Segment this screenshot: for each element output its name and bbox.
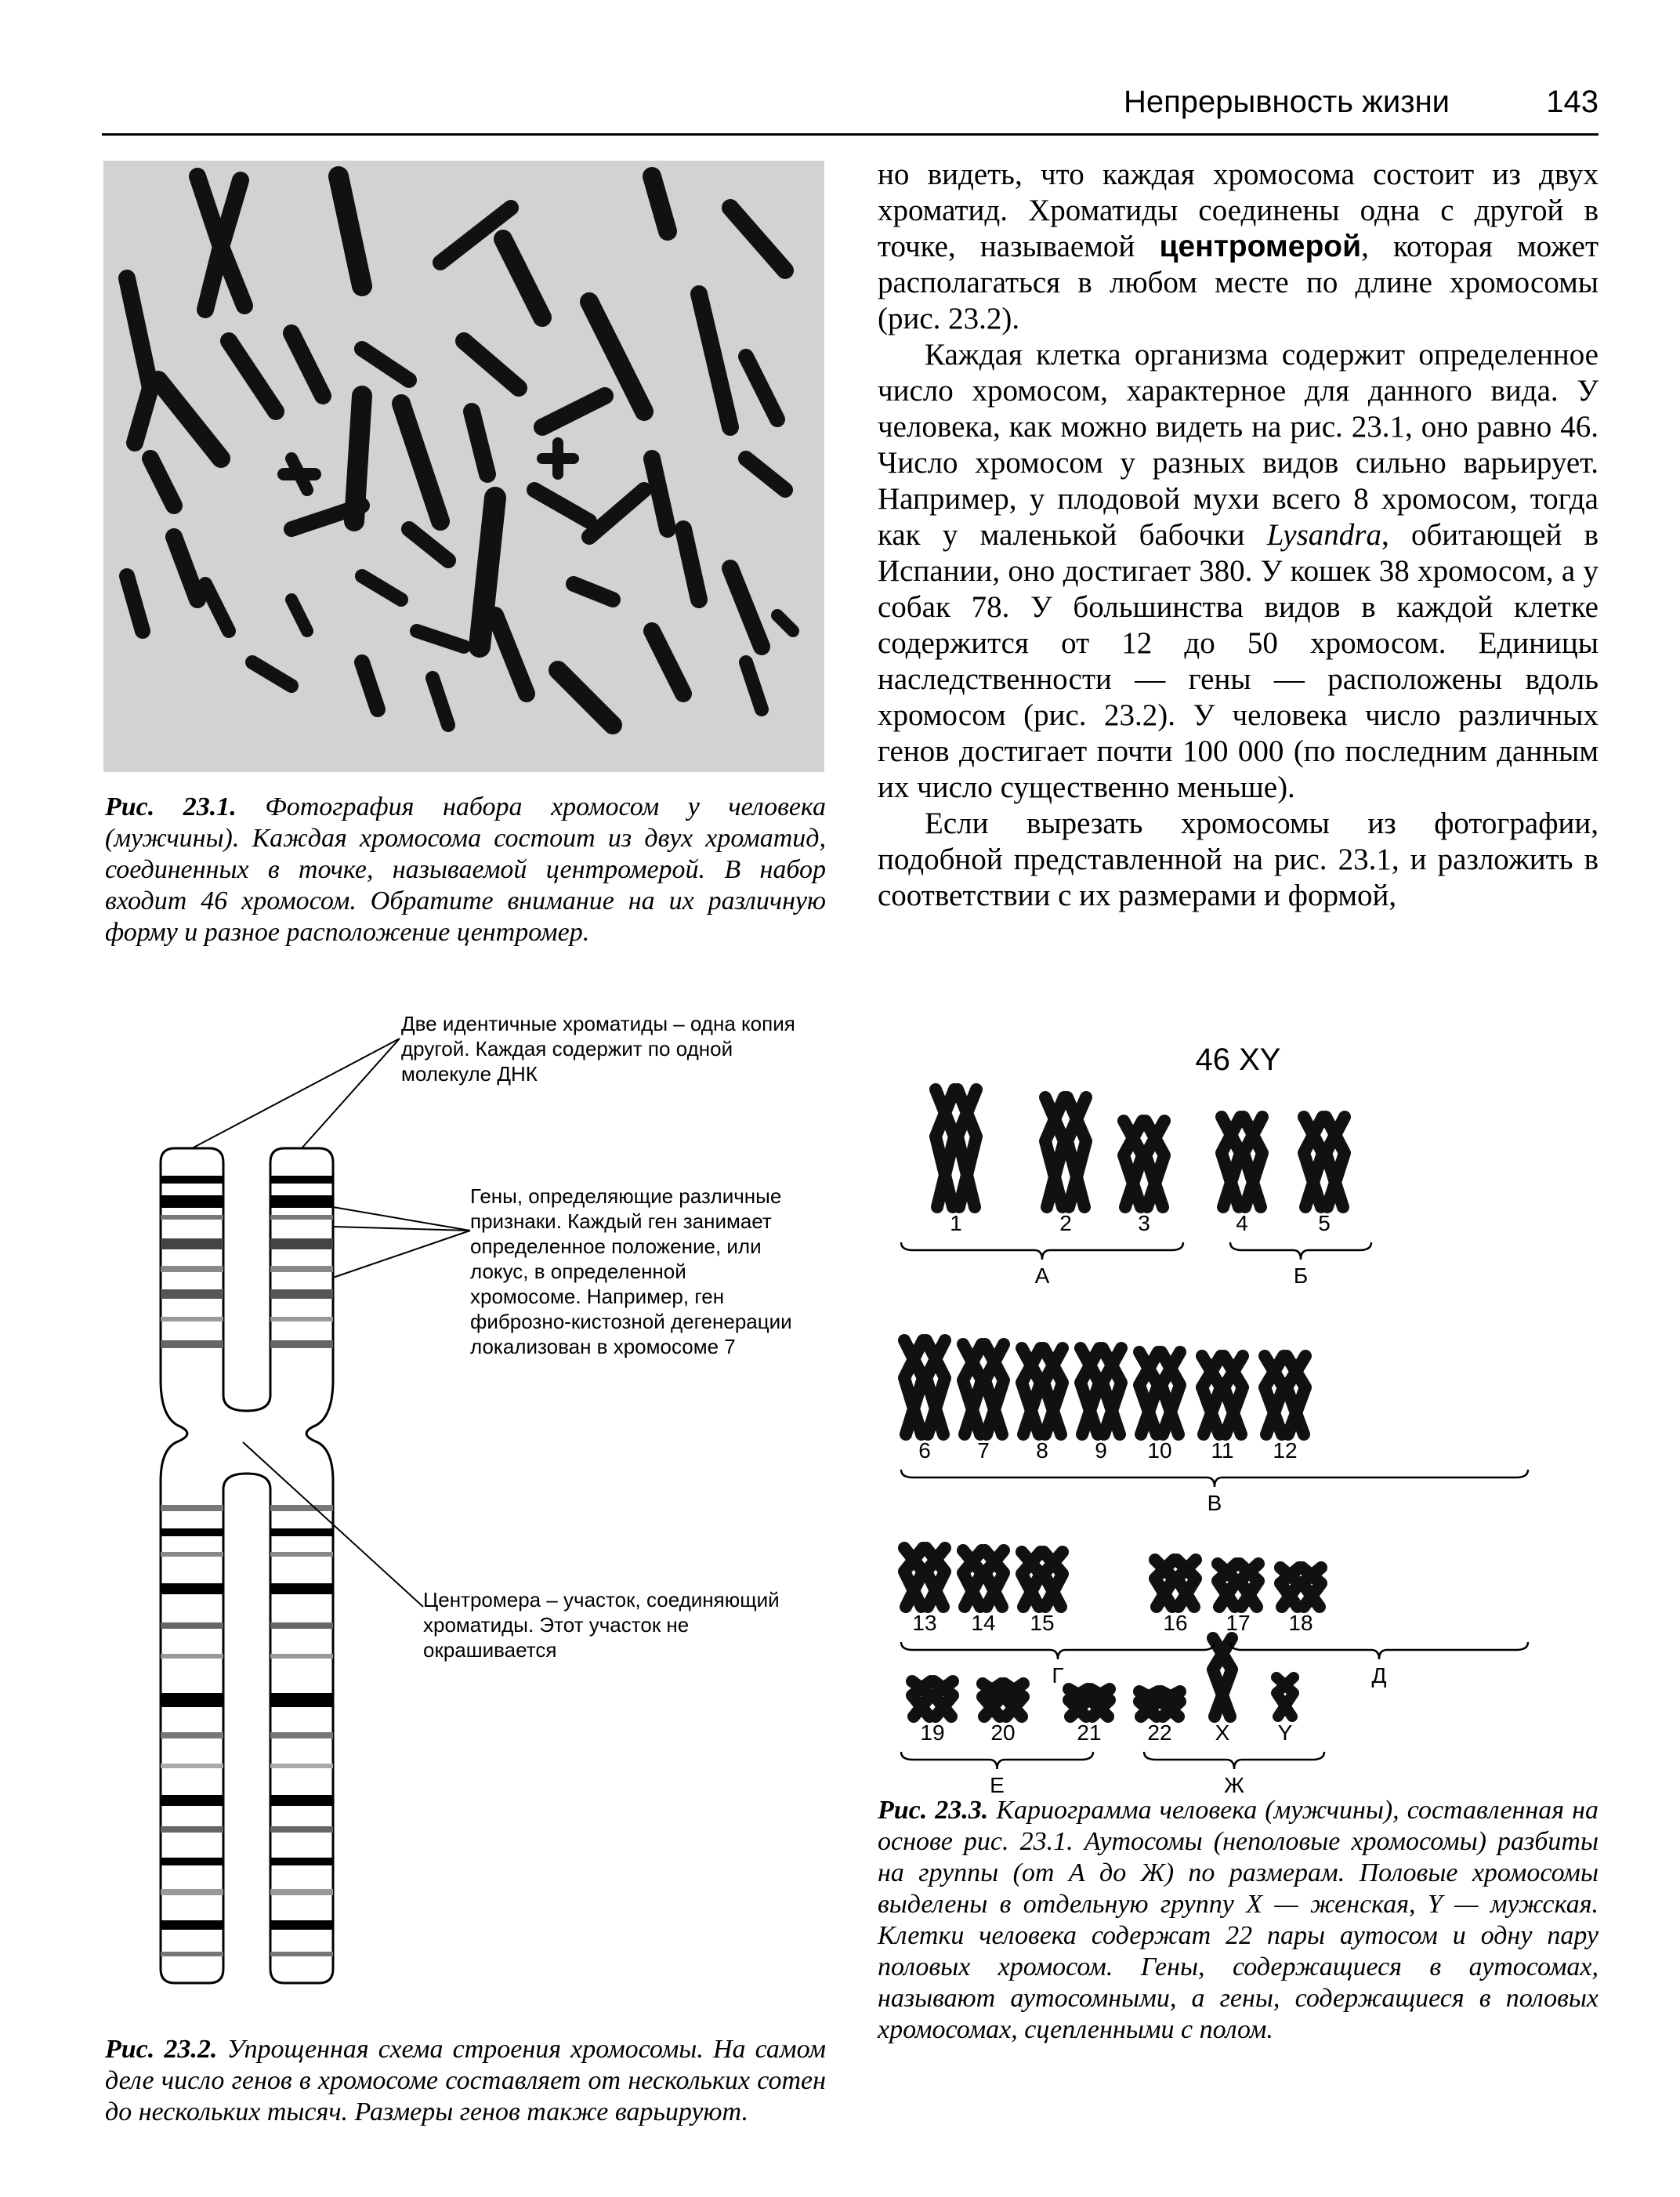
species-name: Lysandra [1266, 518, 1381, 552]
chromosome-diagram-svg [102, 1003, 854, 1999]
figure2-caption-text: Упрощенная схема строения хромосомы. На самом деле число генов в хромосоме составляет от нескольких сотен до нескольких тысяч. Размеры генов также варьируют. [105, 2035, 826, 2126]
group-brace-А [901, 1242, 1183, 1260]
figure3-caption-text: Кариограмма человека (мужчины), составленная на основе рис. 23.1. Аутосомы (неполовые хромосомы) разбиты на группы (от А до Ж) по размерам. Половые хромосомы выделены в отдельную группу X — женская, Y — мужская. Клетки человека содержат 22 пары аутосом и одну пару половых хромосом. Гены, содержащиеся в аутосомах, называют аутосомными, а гены, содержащиеся в половых хромосомах, сцепленными с полом. [878, 1796, 1599, 2044]
chromosome-number-17: 17 [1226, 1611, 1251, 1635]
chromosome-photo [103, 161, 824, 772]
paragraph-2-start: Каждая клетка организма содержит определенное число хромосом, характерное для данного вида. У человека, как можно видеть на рис. 23.1, оно равно 46. Число хромосом у разных видов сильно варьирует. Например, у плодовой мухи всего 8 хромосом, тогда как у маленькой бабочки [878, 338, 1599, 552]
header-title: Непрерывность жизни [1123, 85, 1450, 119]
figure3-caption-label: Рис. 23.3. [878, 1796, 989, 1825]
chromosome-pair-19 [912, 1681, 953, 1717]
chromosome-diagram [102, 1003, 854, 1999]
group-brace-Б [1230, 1242, 1371, 1260]
page-number: 143 [1546, 85, 1599, 119]
term-centromere: центромерой [1159, 230, 1362, 263]
chromosome-number-5: 5 [1318, 1211, 1331, 1235]
main-text-column [878, 157, 1599, 914]
paragraph-3: Если вырезать хромосомы из фотографии, подобной представленной на рис. 23.1, и разложить в соответствии с их размерами и формой, [878, 807, 1599, 912]
chromosome-number-10: 10 [1147, 1438, 1172, 1463]
chromosome-pair-8 [1022, 1348, 1063, 1434]
chromosome-number-Y: Y [1277, 1720, 1293, 1745]
chromosome-pair-18 [1280, 1568, 1321, 1607]
group-letter-Д: Д [1371, 1663, 1387, 1688]
chromosome-photo-image [103, 161, 824, 772]
paragraph-2 [878, 337, 1599, 806]
chromosome-number-2: 2 [1059, 1211, 1072, 1235]
running-header [102, 85, 1599, 136]
chromosome-number-11: 11 [1211, 1438, 1234, 1463]
chromosome-pair-5 [1304, 1117, 1345, 1207]
chromosome-pair-12 [1265, 1356, 1305, 1434]
chromosome-pair-9 [1081, 1348, 1121, 1434]
chromosome-pair-1 [936, 1089, 976, 1207]
chromosome-number-8: 8 [1036, 1438, 1048, 1463]
paragraph-2-end: , обитающей в Испании, оно достигает 380. У кошек 38 хромосом, а у собак 78. У большинства видов в каждой клетке содержится от 12 до 50 хромосом. Единицы наследственности — гены — расположены вдоль хромосом (рис. 23.2). У человека число различных генов достигает почти 100 000 (по последним данным их число существенно меньше). [878, 518, 1599, 804]
chromosome-pair-16 [1155, 1560, 1196, 1607]
chromosome-number-6: 6 [918, 1438, 931, 1463]
karyogram-title: 46 XY [1195, 1042, 1281, 1077]
chromosome-pair-11 [1202, 1356, 1243, 1434]
chromosome-pair-X [1213, 1638, 1232, 1717]
figure2-caption [105, 2034, 826, 2128]
chromosome-number-20: 20 [990, 1720, 1016, 1745]
chromosome-pair-Y [1276, 1677, 1294, 1717]
chromosome-number-19: 19 [920, 1720, 945, 1745]
group-letter-Е: Е [990, 1773, 1005, 1797]
chromosome-number-1: 1 [950, 1211, 962, 1235]
chromosome-number-3: 3 [1138, 1211, 1150, 1235]
chromosome-pair-20 [983, 1684, 1023, 1717]
chromosome-number-21: 21 [1077, 1720, 1102, 1745]
karyogram-svg [885, 1035, 1591, 1797]
chromosome-number-14: 14 [971, 1611, 996, 1635]
chromosome-number-X: X [1215, 1720, 1230, 1745]
annotation-chromatids: Две идентичные хроматиды – одна копия другой. Каждая содержит по одной молекуле ДНК [401, 1012, 795, 1086]
chromosome-number-4: 4 [1236, 1211, 1248, 1235]
figure1-caption-text: Фотография набора хромосом у человека (мужчины). Каждая хромосома состоит из двух хроматид, соединенных в точке, называемой центромерой. В набор входит 46 хромосом. Обратите внимание на их различную форму и разное расположение центромер. [105, 792, 826, 947]
figure1-caption-label: Рис. 23.1. [105, 792, 237, 821]
paragraph-1-end: , которая может располагаться в любом месте по длине хромосомы (рис. 23.2). [878, 230, 1599, 335]
karyogram [885, 1035, 1591, 1797]
group-letter-В: В [1207, 1491, 1222, 1515]
group-brace-В [901, 1470, 1528, 1487]
chromosome-pair-17 [1218, 1564, 1258, 1607]
chromosome-pair-15 [1022, 1552, 1063, 1607]
group-letter-Б: Б [1293, 1263, 1309, 1288]
chromosome-number-13: 13 [912, 1611, 937, 1635]
chromosome-pair-6 [904, 1340, 945, 1434]
chromosome-pair-7 [963, 1344, 1004, 1434]
annotation-genes: Гены, определяющие различные признаки. Каждый ген занимает определенное положение, или локус, в определенной хромосоме. Например, ген фиброзно-кистозной дегенерации локализован в хромосоме 7 [470, 1184, 792, 1358]
chromosome-pair-21 [1069, 1689, 1110, 1717]
figure2-caption-label: Рис. 23.2. [105, 2035, 218, 2064]
group-brace-Е [901, 1752, 1093, 1769]
group-brace-Г [901, 1642, 1215, 1659]
paragraph-1 [878, 157, 1599, 337]
chromosome-number-7: 7 [977, 1438, 990, 1463]
group-brace-Ж [1144, 1752, 1324, 1769]
chromosome-pair-2 [1045, 1097, 1086, 1207]
chromosome-pair-10 [1139, 1352, 1180, 1434]
chromosome-pair-4 [1222, 1117, 1262, 1207]
group-letter-Ж: Ж [1224, 1773, 1244, 1797]
paragraph-1-start: но видеть, что каждая хромосома состоит из двух хроматид. Хроматиды соединены одна с другой в точке, называемой [878, 158, 1599, 263]
group-brace-Д [1230, 1642, 1528, 1659]
chromosome-pair-14 [963, 1550, 1004, 1607]
chromosome-number-18: 18 [1288, 1611, 1313, 1635]
chromosome-number-12: 12 [1273, 1438, 1298, 1463]
chromosome-number-22: 22 [1147, 1720, 1172, 1745]
chromosome-number-15: 15 [1030, 1611, 1055, 1635]
annotation-centromere: Центромера – участок, соединяющий хроматиды. Этот участок не окрашивается [423, 1588, 780, 1662]
figure3-caption [878, 1795, 1599, 2046]
chromosome-number-16: 16 [1163, 1611, 1188, 1635]
chromosome-pair-3 [1124, 1121, 1164, 1207]
figure1-caption [105, 792, 826, 948]
chromosome-pair-13 [904, 1548, 945, 1607]
chromosome-number-9: 9 [1095, 1438, 1107, 1463]
group-letter-Г: Г [1052, 1663, 1064, 1688]
group-letter-А: А [1034, 1263, 1050, 1288]
chromosome-pair-22 [1139, 1691, 1180, 1717]
